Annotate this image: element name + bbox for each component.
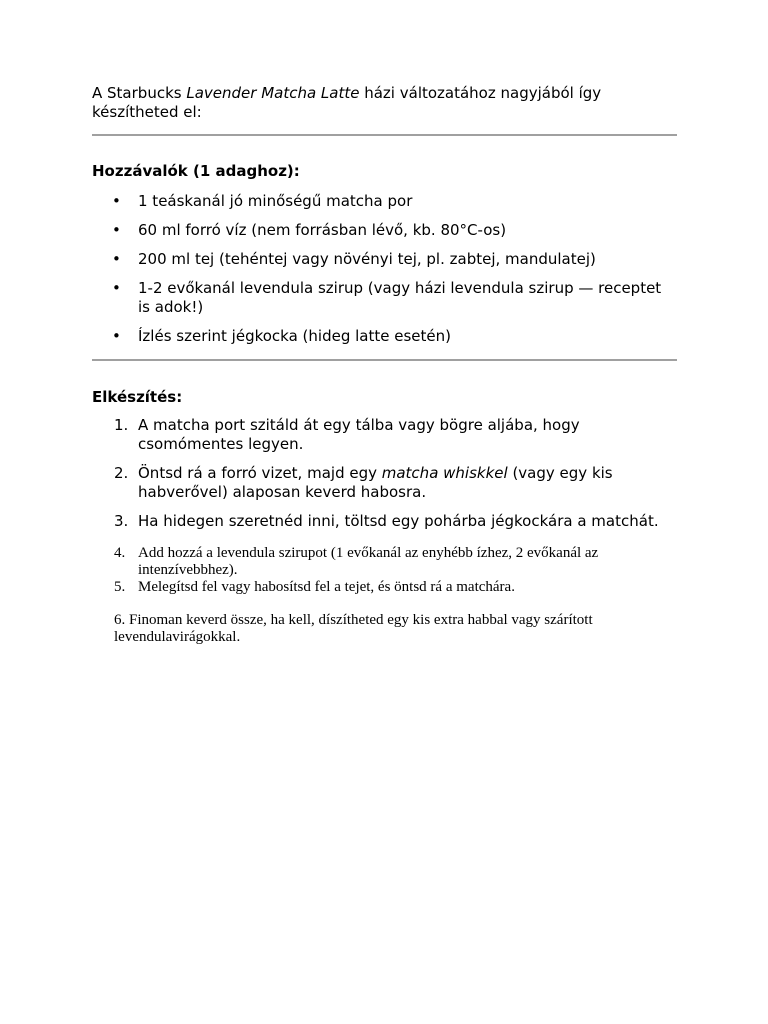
intro-text-start: A Starbucks (92, 84, 187, 102)
preparation-heading: Elkészítés: (92, 388, 183, 406)
ingredients-list (92, 192, 677, 356)
step-text: Ha hidegen szeretnéd inni, töltsd egy pohárba jégkockára a matchát. (138, 512, 659, 530)
step-number: 4. (114, 545, 126, 561)
ingredient-item (92, 192, 677, 211)
ingredient-item (92, 221, 677, 240)
bullet-icon: • (112, 221, 121, 239)
ingredients-heading: Hozzávalók (1 adaghoz): (92, 162, 300, 180)
step-text-start: Öntsd rá a forró vizet, majd egy (138, 464, 382, 482)
ingredient-text: 200 ml tej (tehéntej vagy növényi tej, pl. zabtej, mandulatej) (138, 250, 596, 268)
ingredient-text: 1 teáskanál jó minőségű matcha por (138, 192, 413, 210)
step-number: 3. (114, 512, 129, 530)
ingredient-text: Ízlés szerint jégkocka (hideg latte esetén) (138, 327, 451, 345)
intro-text-end: házi változatához nagyjából így készítheted el: (92, 84, 602, 121)
bullet-icon: • (112, 250, 121, 268)
intro-paragraph (92, 84, 677, 122)
step-text: Melegítsd fel vagy habosítsd fel a tejet, és öntsd rá a matchára. (138, 579, 515, 595)
horizontal-rule (92, 359, 677, 361)
step-number: 2. (114, 464, 129, 482)
step-item (92, 545, 677, 579)
final-step-paragraph: 6. Finoman keverd össze, ha kell, díszítheted egy kis extra habbal vagy szárított levendulavirágokkal. (114, 612, 593, 645)
ingredient-text: 1-2 evőkanál levendula szirup (vagy házi levendula szirup — receptet is adok!) (138, 279, 662, 316)
step-item (92, 512, 682, 531)
bullet-icon: • (112, 279, 121, 297)
ingredient-item (92, 250, 677, 269)
ingredient-text: 60 ml forró víz (nem forrásban lévő, kb. 80°C-os) (138, 221, 507, 239)
step-text (138, 464, 613, 501)
step-text: Add hozzá a levendula szirupot (1 evőkanál az enyhébb ízhez, 2 evőkanál az intenzívebbhez). (138, 545, 599, 578)
step-tool-name: matcha whiskkel (381, 464, 508, 482)
bullet-icon: • (112, 192, 121, 210)
step-text: A matcha port szitáld át egy tálba vagy bögre aljába, hogy csomómentes legyen. (138, 416, 580, 453)
intro-drink-name: Lavender Matcha Latte (186, 84, 360, 102)
step-item (92, 464, 682, 502)
preparation-steps-list (92, 416, 682, 541)
bullet-icon: • (112, 327, 121, 345)
horizontal-rule (92, 134, 677, 136)
ingredient-item (92, 327, 677, 346)
ingredient-item (92, 279, 677, 317)
step-number: 5. (114, 579, 126, 595)
step-item (92, 579, 677, 596)
step-text-end: (vagy egy kis habverővel) alaposan keverd habosra. (138, 464, 613, 501)
preparation-steps-list-continued (92, 545, 677, 596)
step-number: 1. (114, 416, 129, 434)
step-item (92, 416, 682, 454)
